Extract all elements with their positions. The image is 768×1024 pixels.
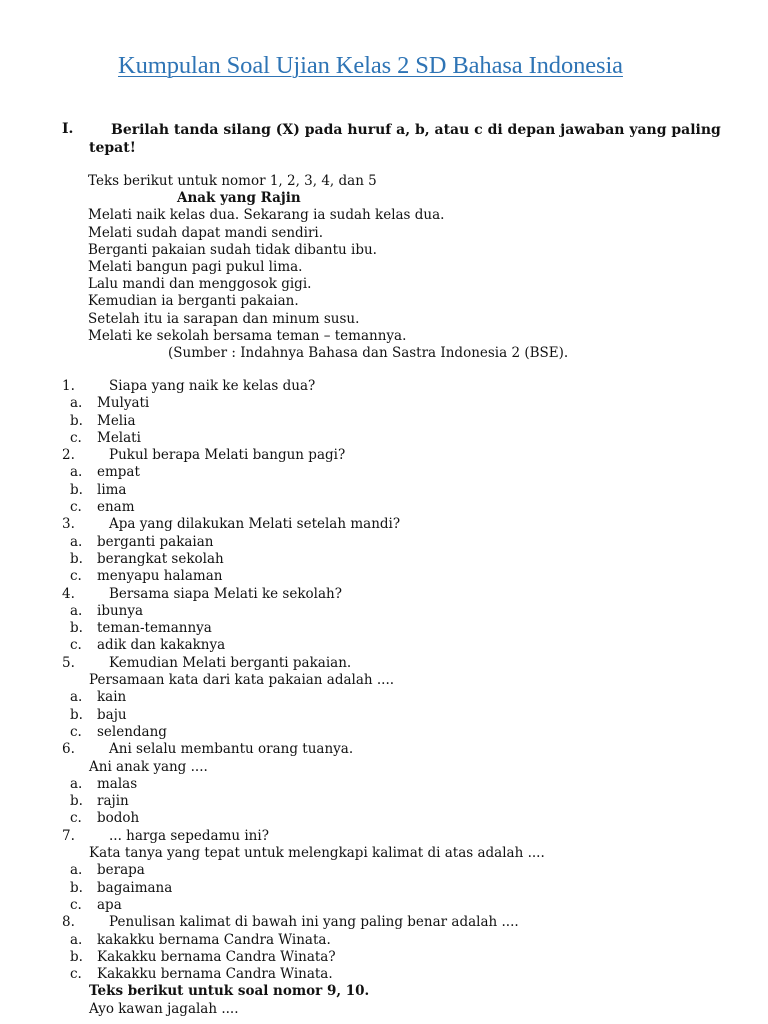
- answer-option: [0, 862, 768, 879]
- option-letter: a.: [70, 931, 83, 948]
- option-text: bagaimana: [97, 879, 173, 896]
- question-list: [0, 378, 768, 1018]
- option-letter: a.: [70, 602, 83, 619]
- option-letter: c.: [70, 896, 82, 913]
- question-text: Siapa yang naik ke kelas dua?: [109, 378, 316, 394]
- next-block-heading-row: [0, 983, 768, 1000]
- answer-option: [0, 810, 768, 827]
- option-letter: b.: [70, 550, 83, 567]
- question-number: 2.: [62, 447, 75, 464]
- option-letter: b.: [70, 879, 83, 896]
- question-text: Apa yang dilakukan Melati setelah mandi?: [109, 516, 401, 533]
- option-letter: a.: [70, 464, 83, 481]
- passage-line: Melati sudah dapat mandi sendiri.: [88, 224, 324, 241]
- next-block-heading: Teks berikut untuk soal nomor 9, 10.: [89, 983, 370, 1000]
- option-letter: b.: [70, 948, 83, 965]
- passage-source: (Sumber : Indahnya Bahasa dan Sastra Indonesia 2 (BSE).: [168, 345, 569, 362]
- option-text: adik dan kakaknya: [97, 637, 226, 654]
- answer-option: [0, 880, 768, 897]
- question-row: [0, 914, 768, 931]
- option-text: bodoh: [97, 810, 140, 827]
- option-letter: a.: [70, 395, 83, 412]
- option-text: ibunya: [97, 602, 144, 619]
- option-letter: a.: [70, 533, 83, 550]
- section-instruction: Berilah tanda silang (X) pada huruf a, b, atau c di depan jawaban yang paling tepat!: [89, 122, 721, 156]
- option-text: malas: [97, 775, 138, 792]
- answer-option: [0, 499, 768, 516]
- option-letter: c.: [70, 568, 82, 585]
- question-row: [0, 516, 768, 533]
- option-text: menyapu halaman: [97, 568, 223, 585]
- passage-line: Berganti pakaian sudah tidak dibantu ibu.: [88, 241, 377, 258]
- question-row: [0, 586, 768, 603]
- passage-line: Kemudian ia berganti pakaian.: [88, 293, 299, 310]
- question-continuation-row: [0, 672, 768, 689]
- option-text: rajin: [97, 793, 129, 810]
- question-text: Kemudian Melati berganti pakaian.: [109, 654, 352, 671]
- option-letter: b.: [70, 412, 83, 429]
- passage-intro: Teks berikut untuk nomor 1, 2, 3, 4, dan 5: [88, 173, 377, 189]
- answer-option: [0, 568, 768, 585]
- option-letter: c.: [70, 499, 82, 516]
- passage-line: Melati naik kelas dua. Sekarang ia sudah kelas dua.: [88, 207, 445, 224]
- answer-option: [0, 897, 768, 914]
- question-number: 8.: [62, 914, 75, 931]
- option-letter: a.: [70, 775, 83, 792]
- question-text: Ani selalu membantu orang tuanya.: [109, 741, 354, 758]
- option-text: kakakku bernama Candra Winata.: [97, 931, 331, 948]
- option-text: enam: [97, 499, 135, 516]
- passage-line: Melati ke sekolah bersama teman – temannya.: [88, 327, 407, 344]
- question-continuation-row: [0, 759, 768, 776]
- answer-option: [0, 395, 768, 412]
- document-title: Kumpulan Soal Ujian Kelas 2 SD Bahasa Indonesia: [118, 52, 623, 79]
- option-text: berganti pakaian: [97, 533, 214, 550]
- answer-option: [0, 793, 768, 810]
- passage-line: Lalu mandi dan menggosok gigi.: [88, 276, 312, 293]
- reading-passage: [88, 173, 568, 362]
- next-block-line-row: [0, 1001, 768, 1018]
- question-number: 4.: [62, 585, 75, 602]
- section-number: I.: [62, 121, 74, 137]
- question-continuation-row: [0, 845, 768, 862]
- answer-option: [0, 776, 768, 793]
- option-letter: c.: [70, 810, 82, 827]
- option-text: Kakakku bernama Candra Winata.: [97, 966, 333, 983]
- question-number: 1.: [62, 378, 75, 394]
- question-text: ... harga sepedamu ini?: [109, 827, 269, 844]
- question-continuation: Ani anak yang ....: [89, 758, 208, 775]
- answer-option: [0, 637, 768, 654]
- passage-line: Melati bangun pagi pukul lima.: [88, 259, 303, 276]
- option-text: Kakakku bernama Candra Winata?: [97, 948, 336, 965]
- answer-option: [0, 603, 768, 620]
- option-text: selendang: [97, 723, 167, 740]
- question-text: Penulisan kalimat di bawah ini yang paling benar adalah ....: [109, 914, 519, 931]
- question-row: [0, 378, 768, 395]
- answer-option: [0, 724, 768, 741]
- option-letter: b.: [70, 706, 83, 723]
- option-text: apa: [97, 896, 122, 913]
- question-text: Pukul berapa Melati bangun pagi?: [109, 447, 346, 464]
- answer-option: [0, 464, 768, 481]
- question-continuation: Kata tanya yang tepat untuk melengkapi kalimat di atas adalah ....: [89, 845, 545, 862]
- question-number: 6.: [62, 741, 75, 758]
- option-letter: a.: [70, 689, 83, 706]
- answer-option: [0, 482, 768, 499]
- passage-heading: Anak yang Rajin: [177, 190, 301, 207]
- option-letter: b.: [70, 620, 83, 637]
- option-letter: c.: [70, 966, 82, 983]
- option-text: kain: [97, 689, 127, 706]
- next-block-line: Ayo kawan jagalah ....: [89, 1000, 239, 1017]
- option-text: Melia: [97, 412, 136, 429]
- question-row: [0, 741, 768, 758]
- answer-option: [0, 551, 768, 568]
- answer-option: [0, 707, 768, 724]
- option-letter: b.: [70, 481, 83, 498]
- option-text: berangkat sekolah: [97, 550, 224, 567]
- option-letter: b.: [70, 793, 83, 810]
- option-text: teman-temannya: [97, 620, 212, 637]
- option-letter: c.: [70, 723, 82, 740]
- question-row: [0, 655, 768, 672]
- answer-option: [0, 430, 768, 447]
- answer-option: [0, 966, 768, 983]
- option-letter: a.: [70, 862, 83, 879]
- option-text: berapa: [97, 862, 145, 879]
- question-continuation: Persamaan kata dari kata pakaian adalah ....: [89, 672, 395, 689]
- option-text: empat: [97, 464, 140, 481]
- question-number: 7.: [62, 827, 75, 844]
- option-text: Mulyati: [97, 395, 150, 412]
- option-text: Melati: [97, 429, 141, 446]
- answer-option: [0, 949, 768, 966]
- passage-line: Setelah itu ia sarapan dan minum susu.: [88, 310, 360, 327]
- question-number: 3.: [62, 516, 75, 533]
- option-text: baju: [97, 706, 127, 723]
- answer-option: [0, 620, 768, 637]
- question-row: [0, 447, 768, 464]
- answer-option: [0, 534, 768, 551]
- option-letter: c.: [70, 429, 82, 446]
- answer-option: [0, 932, 768, 949]
- answer-option: [0, 413, 768, 430]
- question-row: [0, 828, 768, 845]
- answer-option: [0, 689, 768, 706]
- option-letter: c.: [70, 637, 82, 654]
- option-text: lima: [97, 481, 127, 498]
- question-text: Bersama siapa Melati ke sekolah?: [109, 585, 342, 602]
- question-number: 5.: [62, 654, 75, 671]
